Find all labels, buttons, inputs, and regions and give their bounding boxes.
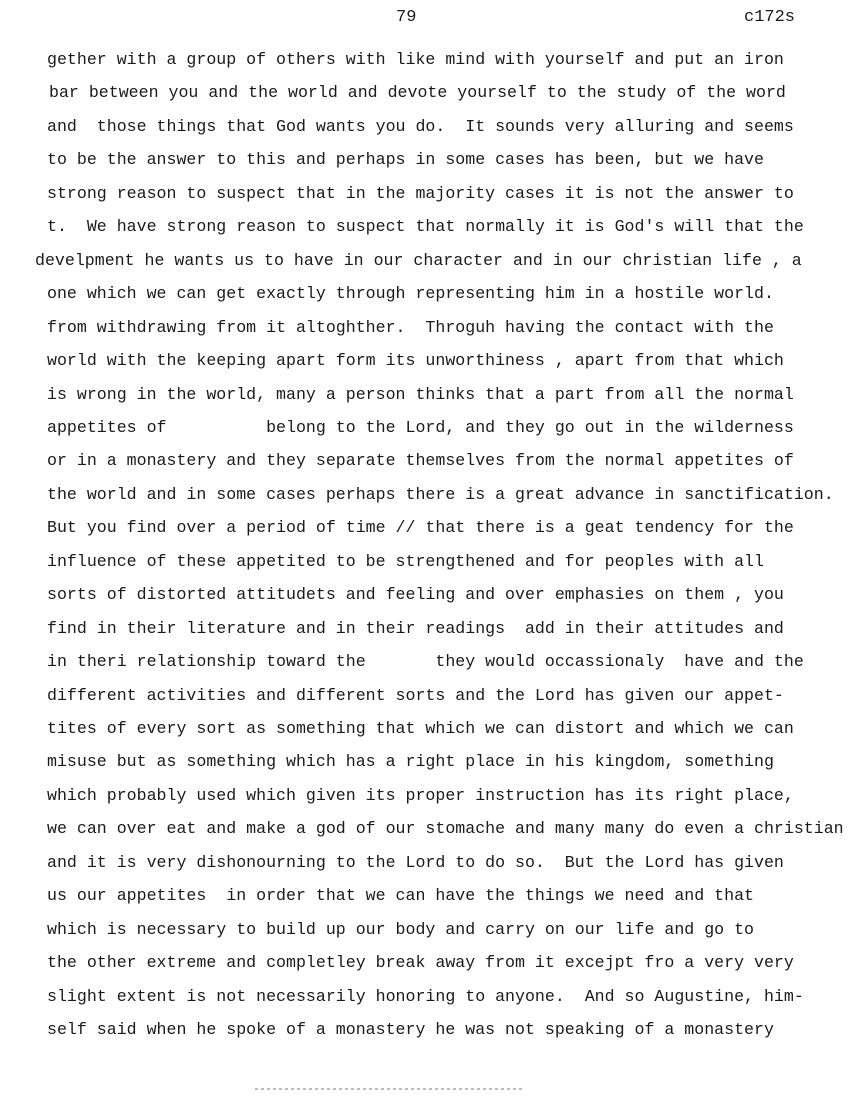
- text-line: tites of every sort as something that which we can distort and which we can: [47, 719, 794, 738]
- text-line: gether with a group of others with like mind with yourself and put an iron: [47, 50, 784, 69]
- text-line: from withdrawing from it altoghther. Throguh having the contact with the: [47, 317, 774, 337]
- text-line: world with the keeping apart form its unworthiness , apart from that which: [47, 351, 784, 371]
- text-line: to be the answer to this and perhaps in some cases has been, but we have: [47, 150, 764, 170]
- text-line: us our appetites in order that we can have the things we need and that: [47, 886, 755, 906]
- text-line: in theri relationship toward the they would occassionaly have and the: [47, 652, 804, 672]
- text-line: develpment he wants us to have in our character and in our christian life , a: [35, 250, 802, 270]
- text-line: we can over eat and make a god of our stomache and many many do even a christian: [47, 819, 844, 839]
- text-line: bar between you and the world and devote yourself to the study of the word: [49, 83, 786, 103]
- text-line: But you find over a period of time // that there is a geat tendency for the: [47, 518, 794, 538]
- text-line: sorts of distorted attitudets and feeling and over emphasies on them , you: [47, 585, 784, 605]
- text-line: t. We have strong reason to suspect that normally it is God's will that the: [47, 217, 804, 237]
- text-line: one which we can get exactly through representing him in a hostile world.: [47, 284, 774, 304]
- page-number: 79: [396, 8, 417, 27]
- document-code: c172s: [744, 8, 796, 27]
- text-line: and those things that God wants you do. It sounds very alluring and seems: [47, 116, 794, 136]
- text-line: which is necessary to build up our body and carry on our life and go to: [47, 919, 755, 939]
- text-line: appetites of belong to the Lord, and they go out in the wilderness: [47, 417, 794, 437]
- text-line: misuse but as something which has a right place in his kingdom, something: [47, 752, 774, 772]
- text-line: different activities and different sorts and the Lord has given our appet-: [47, 685, 784, 705]
- text-line: find in their literature and in their readings add in their attitudes and: [47, 618, 784, 638]
- text-line: and it is very dishonourning to the Lord to do so. But the Lord has given: [47, 852, 784, 872]
- text-line: influence of these appetited to be strengthened and for peoples with all: [47, 551, 764, 571]
- scan-smudge: [255, 1088, 525, 1090]
- text-line: self said when he spoke of a monastery he was not speaking of a monastery: [47, 1020, 774, 1040]
- text-line: strong reason to suspect that in the majority cases it is not the answer to: [47, 183, 794, 203]
- text-line: which probably used which given its proper instruction has its right place,: [47, 785, 794, 805]
- text-line: the world and in some cases perhaps there is a great advance in sanctification.: [47, 484, 834, 504]
- text-line: the other extreme and completley break away from it excejpt fro a very very: [47, 953, 794, 973]
- text-line: or in a monastery and they separate themselves from the normal appetites of: [47, 451, 794, 471]
- text-line: is wrong in the world, many a person thinks that a part from all the normal: [47, 384, 794, 404]
- text-line: slight extent is not necessarily honoring to anyone. And so Augustine, him-: [47, 986, 804, 1006]
